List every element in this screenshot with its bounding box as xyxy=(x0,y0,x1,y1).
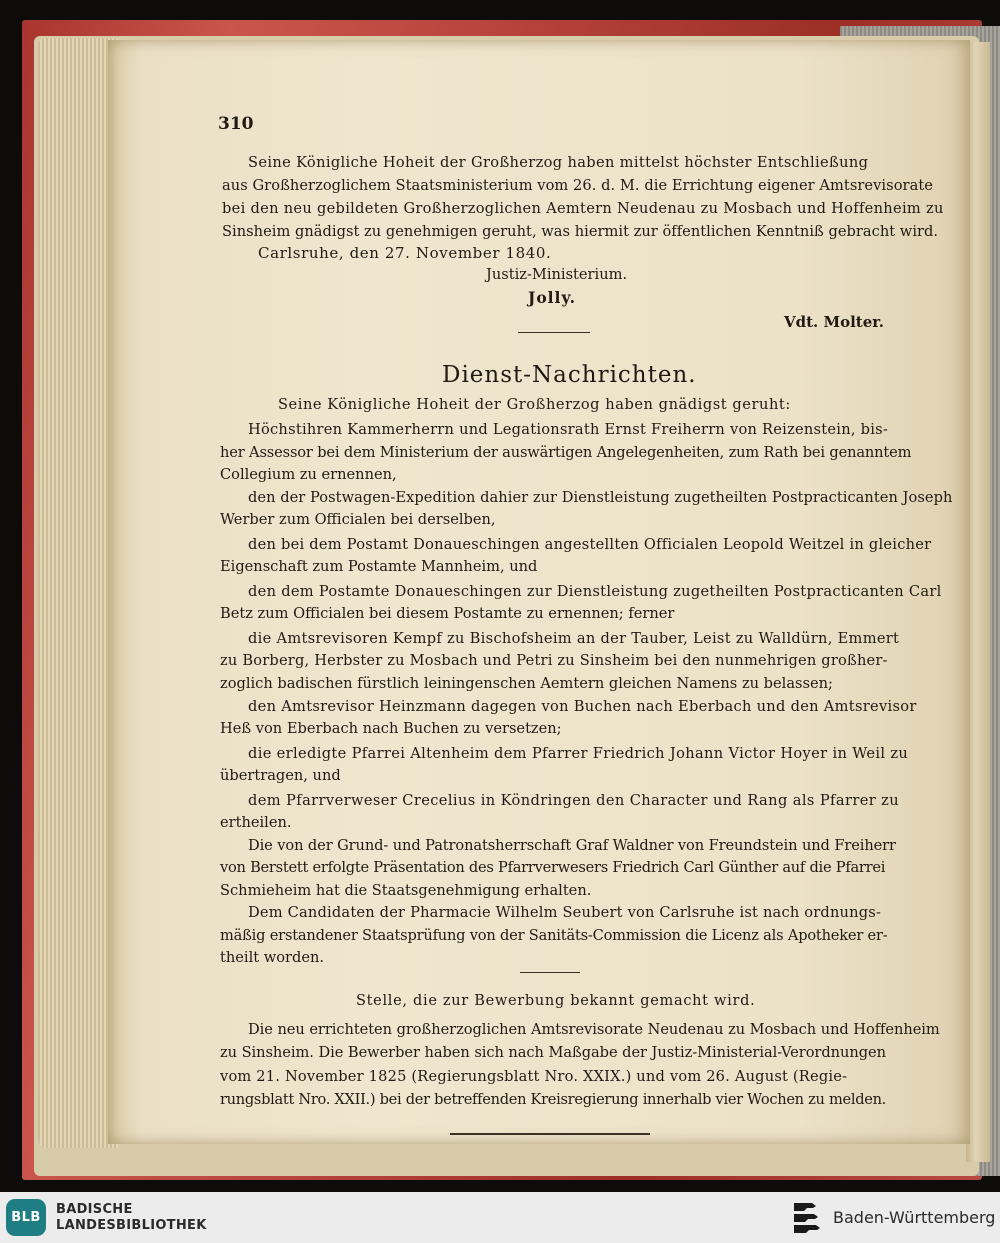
body-line: die Amtsrevisoren Kempf zu Bischofsheim an der Tauber, Leist zu Walldürn, Emmert xyxy=(248,630,900,647)
body-line: übertragen, und xyxy=(220,767,341,784)
ministry-name: Justiz-Ministerium. xyxy=(486,266,628,283)
body-line: Eigenschaft zum Postamte Mannheim, und xyxy=(220,558,538,575)
closing-line: Die neu errichteten großherzoglichen Amtsrevisorate Neudenau zu Mosbach und Hoffenheim xyxy=(248,1021,940,1038)
body-line: den der Postwagen-Expedition dahier zur Dienstleistung zugetheilten Postpracticanten Joseph xyxy=(248,489,953,506)
body-line: Werber zum Officialen bei derselben, xyxy=(220,511,496,528)
paragraph-line: Seine Königliche Hoheit der Großherzog haben mittelst höchster Entschließung xyxy=(248,154,869,171)
body-line: den Amtsrevisor Heinzmann dagegen von Buchen nach Eberbach und den Amtsrevisor xyxy=(248,698,917,715)
section-heading: Dienst-Nachrichten. xyxy=(442,362,697,388)
signature: Jolly. xyxy=(528,288,577,307)
library-name-line2: LANDESBIBLIOTHEK xyxy=(56,1218,207,1233)
closing-line: rungsblatt Nro. XXII.) bei der betreffenden Kreisregierung innerhalb vier Wochen zu melden. xyxy=(220,1091,887,1108)
body-line: von Berstett erfolgte Präsentation des Pfarrverwesers Friedrich Carl Günther auf die Pfarrei xyxy=(220,859,886,876)
paragraph-line: Sinsheim gnädigst zu genehmigen geruht, was hiermit zur öffentlichen Kenntniß gebracht wird. xyxy=(222,223,939,240)
body-line: die erledigte Pfarrei Altenheim dem Pfarrer Friedrich Johann Victor Hoyer in Weil zu xyxy=(248,745,909,762)
paragraph-line: bei den neu gebildeten Großherzoglichen Aemtern Neudenau zu Mosbach und Hoffenheim zu xyxy=(222,200,944,217)
page-edges xyxy=(38,38,118,1148)
baden-wuerttemberg-lions-icon[interactable] xyxy=(790,1199,822,1235)
body-line: mäßig erstandener Staatsprüfung von der Sanitäts-Commission die Licenz als Apotheker er- xyxy=(220,927,888,944)
body-line: ertheilen. xyxy=(220,814,292,831)
divider-rule xyxy=(520,972,580,973)
body-line: Die von der Grund- und Patronatsherrschaft Graf Waldner von Freundstein und Freiherr xyxy=(248,837,896,854)
body-line: Dem Candidaten der Pharmacie Wilhelm Seubert von Carlsruhe ist nach ordnungs- xyxy=(248,904,882,921)
body-line: den dem Postamte Donaueschingen zur Dienstleistung zugetheilten Postpracticanten Carl xyxy=(248,583,942,600)
subheading: Stelle, die zur Bewerbung bekannt gemacht wird. xyxy=(356,993,756,1009)
body-line: Höchstihren Kammerherrn und Legationsrath Ernst Freiherrn von Reizenstein, bis- xyxy=(248,421,889,438)
closing-line: zu Sinsheim. Die Bewerber haben sich nach Maßgabe der Justiz-Ministerial-Verordnungen xyxy=(220,1044,886,1061)
body-line: Schmieheim hat die Staatsgenehmigung erhalten. xyxy=(220,882,592,899)
library-name-line1: BADISCHE xyxy=(56,1202,133,1217)
divider-rule xyxy=(518,332,590,333)
closing-line: vom 21. November 1825 (Regierungsblatt Nro. XXIX.) und vom 26. August (Regie- xyxy=(220,1068,848,1085)
vdt-signature: Vdt. Molter. xyxy=(784,313,885,331)
body-line: dem Pfarrverweser Crecelius in Köndringen den Character und Rang als Pfarrer zu xyxy=(248,792,900,809)
library-name[interactable] xyxy=(56,1202,207,1234)
state-name[interactable]: Baden-Württemberg xyxy=(833,1208,996,1227)
body-line: Collegium zu ernennen, xyxy=(220,466,397,483)
paragraph-line: aus Großherzoglichem Staatsministerium vom 26. d. M. die Errichtung eigener Amtsrevisorate xyxy=(222,177,933,194)
dateline: Carlsruhe, den 27. November 1840. xyxy=(258,244,552,262)
intro-line: Seine Königliche Hoheit der Großherzog haben gnädigst geruht: xyxy=(278,396,791,413)
body-line: theilt worden. xyxy=(220,949,325,966)
body-line: Heß von Eberbach nach Buchen zu versetzen; xyxy=(220,720,562,737)
body-line: Betz zum Officialen bei diesem Postamte zu ernennen; ferner xyxy=(220,605,675,622)
page-sheet xyxy=(108,40,970,1144)
footer-bar xyxy=(0,1192,1000,1243)
body-line: her Assessor bei dem Ministerium der auswärtigen Angelegenheiten, zum Rath bei genanntem xyxy=(220,444,912,461)
body-line: den bei dem Postamt Donaueschingen angestellten Officialen Leopold Weitzel in gleicher xyxy=(248,536,932,553)
page-number: 310 xyxy=(218,114,254,134)
body-line: zu Borberg, Herbster zu Mosbach und Petri zu Sinsheim bei den nunmehrigen großher- xyxy=(220,652,888,669)
end-rule xyxy=(450,1133,650,1135)
blb-logo[interactable]: BLB xyxy=(6,1199,46,1236)
body-line: zoglich badischen fürstlich leiningenschen Aemtern gleichen Namens zu belassen; xyxy=(220,675,833,692)
